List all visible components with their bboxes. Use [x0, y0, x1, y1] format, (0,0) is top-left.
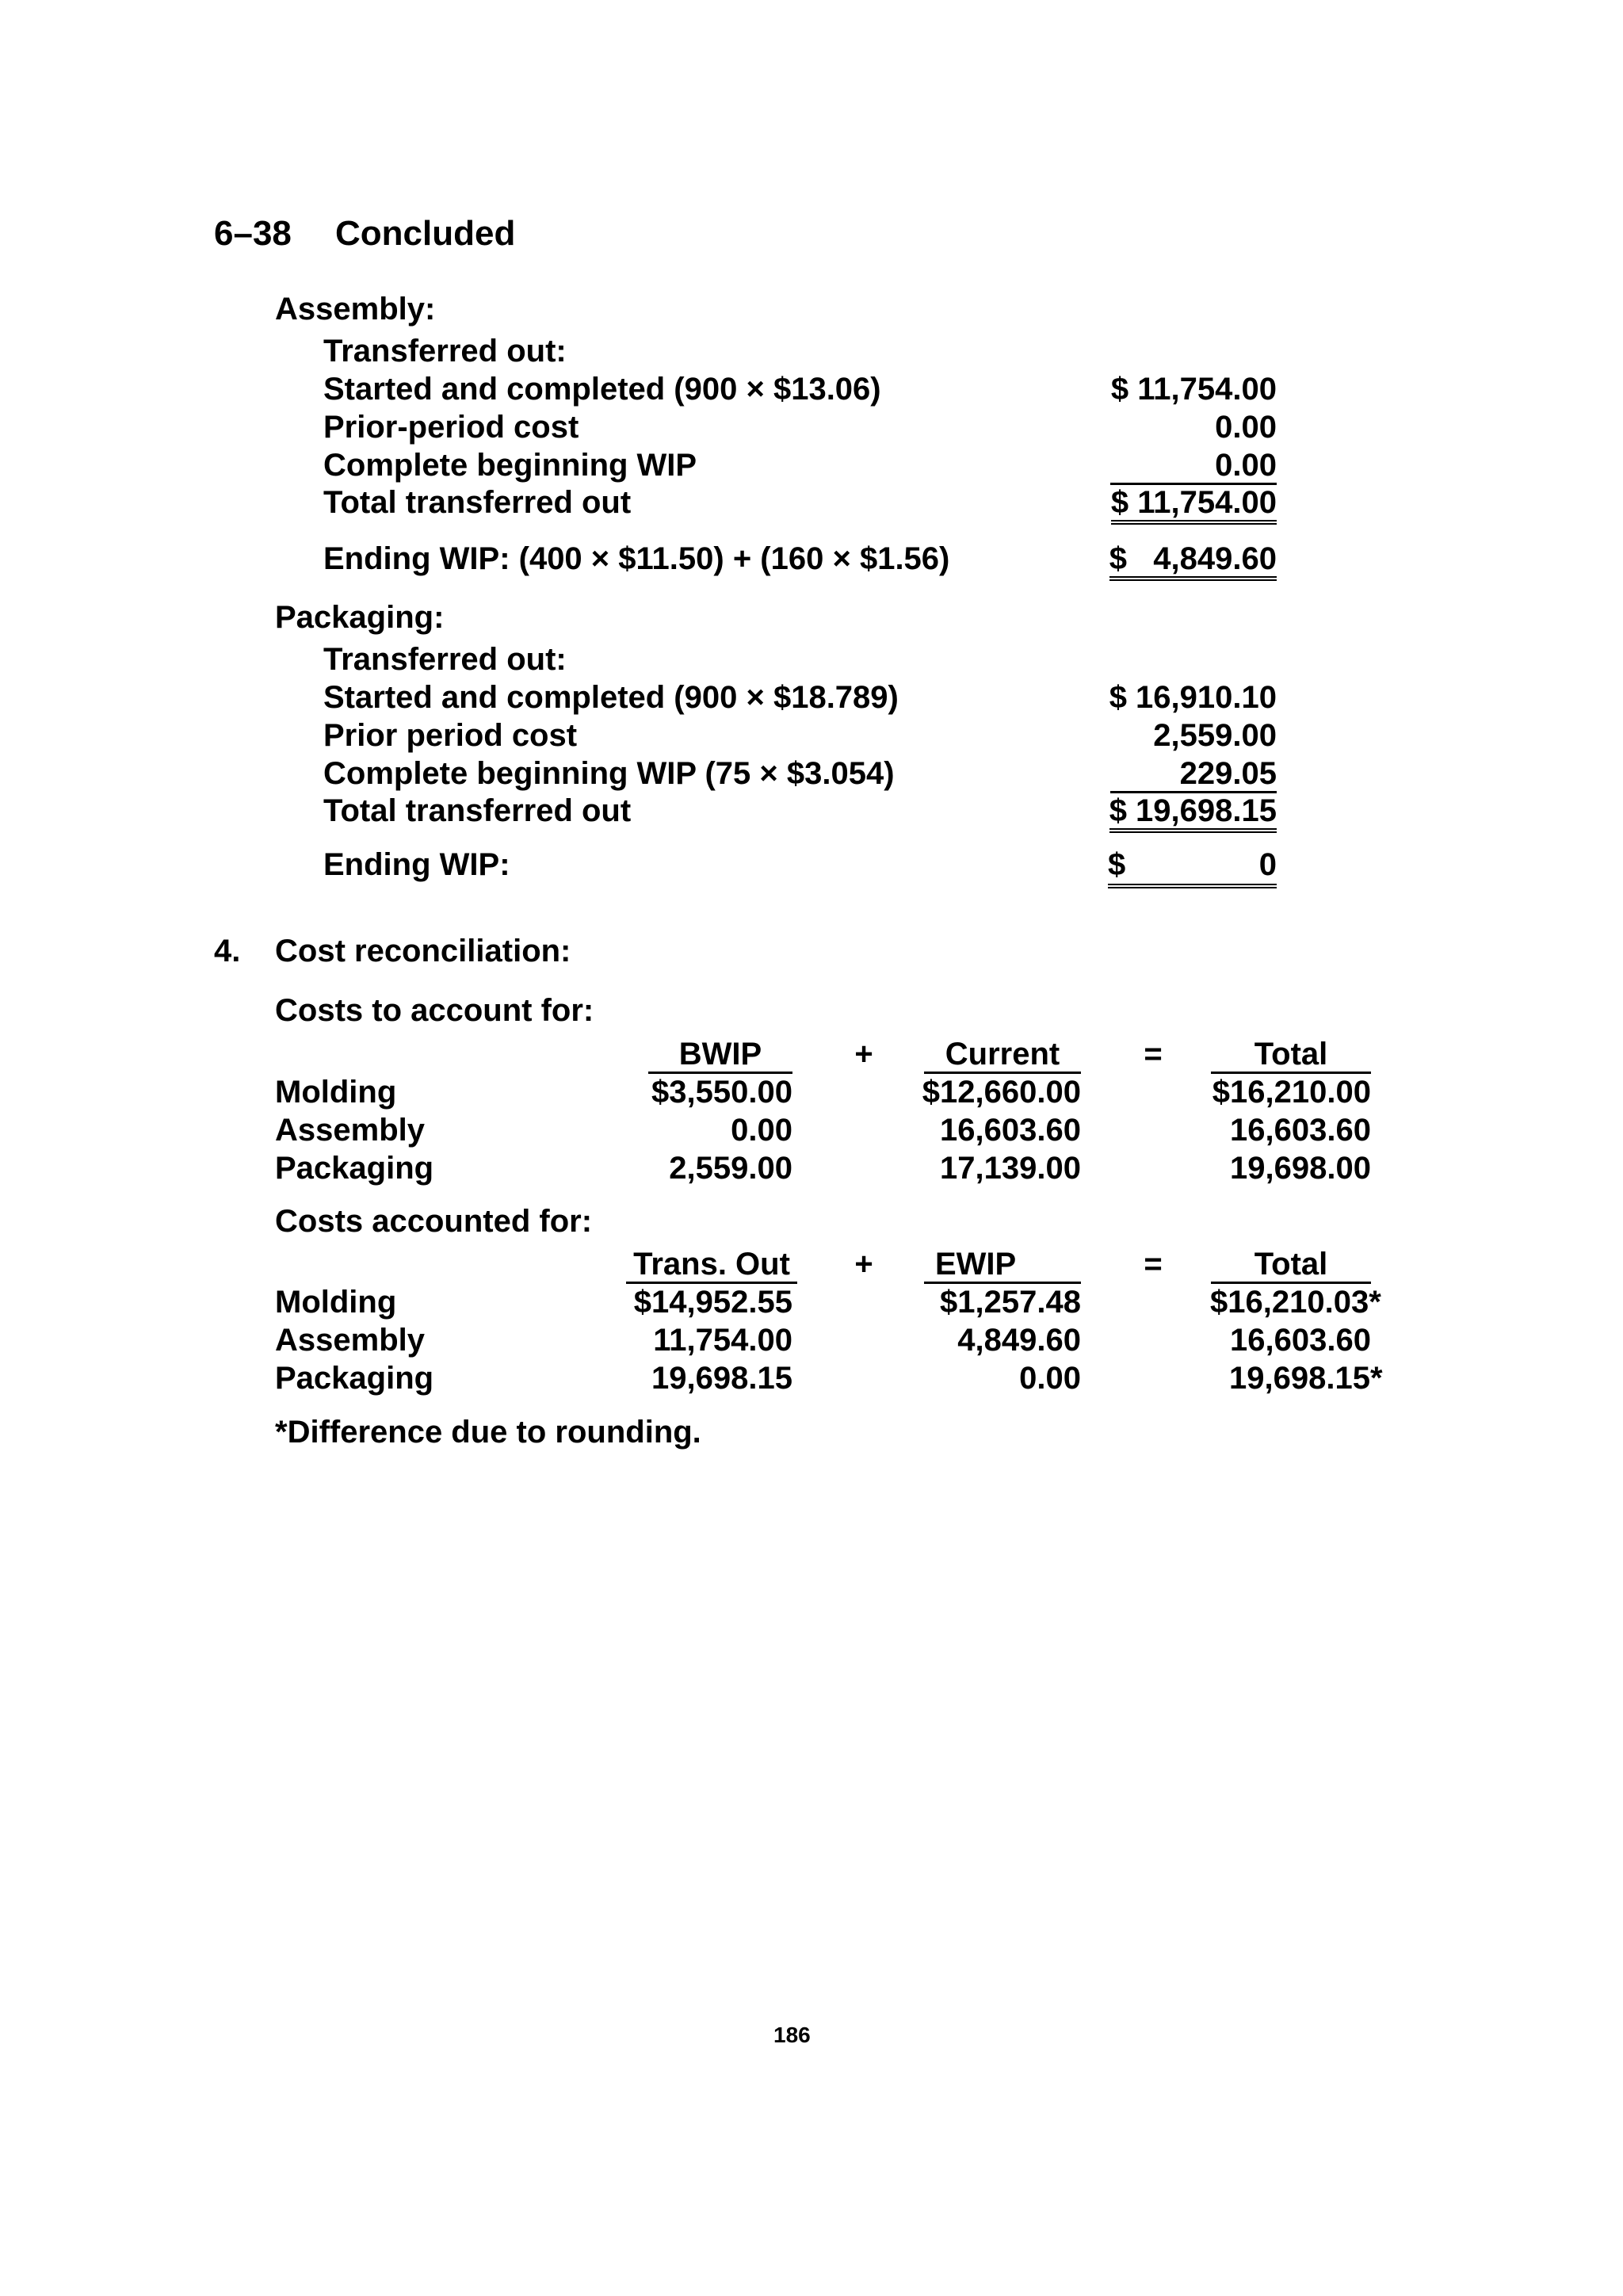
page-title: Concluded: [335, 214, 516, 253]
current-value: 17,139.00: [940, 1151, 1081, 1186]
dollar-sign: $: [1108, 847, 1126, 882]
total-value: $16,210.03*: [1210, 1285, 1381, 1320]
assembly-row-label: Complete beginning WIP: [323, 448, 697, 483]
dept-label: Molding: [275, 1285, 397, 1320]
assembly-total-value: $ 11,754.00: [1111, 487, 1277, 525]
ewip-value: $1,257.48: [940, 1285, 1081, 1320]
packaging-heading: Packaging:: [275, 600, 445, 635]
bwip-value: 0.00: [731, 1113, 792, 1148]
reconciliation-heading: Cost reconciliation:: [275, 934, 571, 968]
dept-label: Assembly: [275, 1113, 425, 1148]
equals-sign: =: [1144, 1037, 1163, 1072]
total-value: $16,210.00: [1212, 1075, 1371, 1110]
assembly-row-value: 0.00: [1215, 410, 1277, 445]
total-value: 19,698.15*: [1229, 1361, 1383, 1396]
column-header-total: Total: [1211, 1248, 1371, 1284]
dept-label: Packaging: [275, 1151, 434, 1186]
total-value: 16,603.60: [1230, 1113, 1371, 1148]
assembly-row-label: Started and completed (900 × $13.06): [323, 372, 881, 407]
bwip-value: $3,550.00: [651, 1075, 792, 1110]
dept-label: Assembly: [275, 1323, 425, 1358]
costs-to-account-heading: Costs to account for:: [275, 993, 594, 1028]
packaging-transferred-out-label: Transferred out:: [323, 642, 567, 677]
assembly-total-label: Total transferred out: [323, 485, 632, 520]
assembly-row-label: Prior-period cost: [323, 410, 579, 445]
column-header-bwip: BWIP: [648, 1038, 792, 1074]
packaging-row-label: Started and completed (900 × $18.789): [323, 680, 899, 715]
assembly-row-value: 0.00: [1110, 449, 1277, 485]
dept-label: Packaging: [275, 1361, 434, 1396]
packaging-ending-wip-cell: [1108, 849, 1277, 888]
costs-accounted-heading: Costs accounted for:: [275, 1204, 593, 1239]
packaging-row-value: 229.05: [1110, 758, 1277, 793]
packaging-total-value: $ 19,698.15: [1109, 795, 1277, 833]
column-header-trans-out: Trans. Out: [626, 1248, 797, 1284]
assembly-ending-wip-value: $ 4,849.60: [1109, 543, 1277, 581]
trans-out-value: 19,698.15: [651, 1361, 792, 1396]
dept-label: Molding: [275, 1075, 397, 1110]
ewip-value: 4,849.60: [957, 1323, 1081, 1358]
packaging-ending-wip-value: 0: [1258, 847, 1277, 882]
footnote: *Difference due to rounding.: [275, 1415, 701, 1450]
plus-sign: +: [854, 1037, 873, 1072]
total-value: 19,698.00: [1230, 1151, 1371, 1186]
column-header-total: Total: [1211, 1038, 1371, 1074]
packaging-row-label: Complete beginning WIP (75 × $3.054): [323, 756, 895, 791]
bwip-value: 2,559.00: [669, 1151, 792, 1186]
ewip-value: 0.00: [1019, 1361, 1081, 1396]
problem-number: 6–38: [214, 214, 292, 253]
packaging-row-label: Prior period cost: [323, 718, 578, 753]
page-number: 186: [773, 2023, 811, 2047]
section-number: 4.: [214, 934, 241, 968]
trans-out-value: 11,754.00: [653, 1323, 792, 1358]
packaging-total-label: Total transferred out: [323, 793, 632, 828]
packaging-ending-wip-label: Ending WIP:: [323, 847, 510, 882]
packaging-row-value: $ 16,910.10: [1109, 680, 1277, 715]
total-value: 16,603.60: [1230, 1323, 1371, 1358]
assembly-ending-wip-label: Ending WIP: (400 × $11.50) + (160 × $1.56): [323, 541, 950, 576]
column-header-ewip: EWIP: [924, 1248, 1081, 1284]
assembly-transferred-out-label: Transferred out:: [323, 334, 567, 369]
current-value: $12,660.00: [922, 1075, 1081, 1110]
current-value: 16,603.60: [940, 1113, 1081, 1148]
assembly-row-value: $ 11,754.00: [1110, 372, 1277, 407]
packaging-row-value: 2,559.00: [1153, 718, 1277, 753]
assembly-heading: Assembly:: [275, 292, 436, 327]
plus-sign: +: [854, 1247, 873, 1282]
trans-out-value: $14,952.55: [633, 1285, 792, 1320]
column-header-current: Current: [924, 1038, 1081, 1074]
equals-sign: =: [1144, 1247, 1163, 1282]
